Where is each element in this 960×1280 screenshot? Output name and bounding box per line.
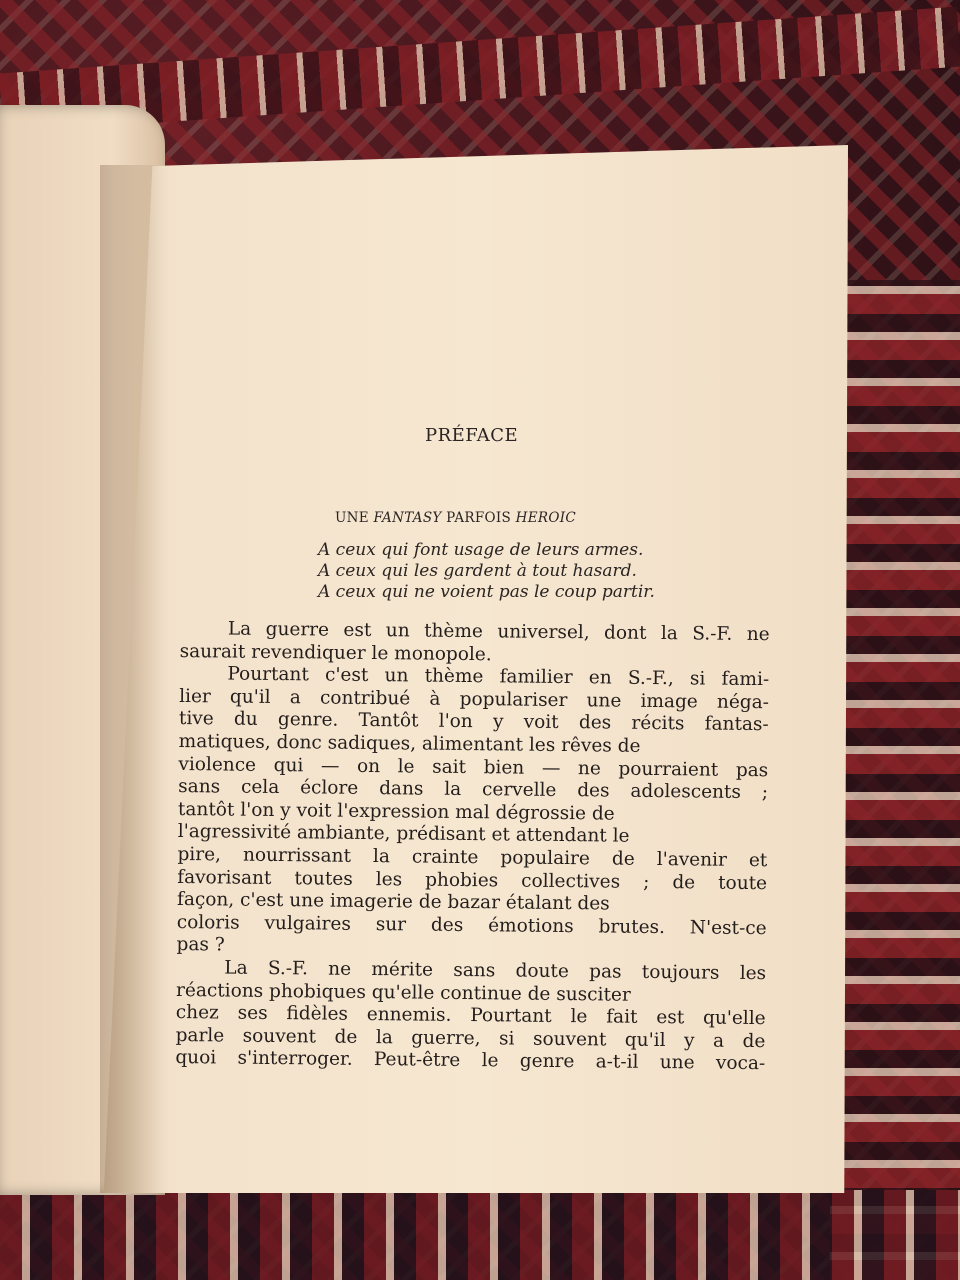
text-line: quoi s'interroger. Peut-être le genre a-t-il une voca-: [175, 1047, 766, 1075]
carpet-border-right: [830, 280, 960, 1280]
subtitle-mid: PARFOIS: [441, 510, 516, 526]
text-line: sans cela éclore dans la cervelle des adolescents ;: [178, 776, 769, 804]
text-line: réactions phobiques qu'elle continue de susciter: [175, 979, 631, 1006]
text-line: La S.-F. ne mérite sans doute pas toujours les: [224, 957, 767, 985]
text-line: pire, nourrissant la crainte populaire de l'avenir et: [177, 843, 768, 872]
text-line: lier qu'il a contribué à populariser une image néga-: [179, 685, 770, 713]
body-text: [175, 618, 780, 1076]
text-line: pas ?: [176, 934, 225, 956]
page-title: PRÉFACE: [425, 425, 519, 446]
book-gutter-shadow: [100, 165, 170, 1193]
text-line: violence qui — on le sait bien — ne pourraient pas: [178, 753, 769, 781]
text-line: l'agressivité ambiante, prédisant et attendant le: [177, 821, 630, 848]
text-line: saurait revendiquer le monopole.: [179, 640, 492, 665]
epigraph-line: A ceux qui les gardent à tout hasard.: [318, 561, 637, 581]
text-line: Pourtant c'est un thème familier en S.-F., si fami-: [227, 663, 770, 691]
epigraph: [318, 540, 798, 603]
text-line: parle souvent de la guerre, si souvent qu'il y a de: [175, 1024, 766, 1052]
text-line: La guerre est un thème universel, dont la S.-F. ne: [227, 618, 770, 646]
subtitle-pre: UNE: [335, 510, 374, 526]
text-line: coloris vulgaires sur des émotions brutes. N'est-ce: [176, 911, 767, 939]
subtitle-italic-fantasy: FANTASY: [373, 510, 442, 526]
text-line: matiques, donc sadiques, alimentant les rêves de: [178, 730, 641, 757]
text-line: tantôt l'on y voit l'expression mal dégrossie de: [177, 798, 615, 825]
epigraph-line: A ceux qui font usage de leurs armes.: [318, 540, 644, 560]
carpet-border-bottom: [0, 1190, 960, 1280]
text-line: chez ses fidèles ennemis. Pourtant le fait est qu'elle: [175, 1002, 766, 1030]
section-subtitle: [335, 510, 655, 526]
text-line: tive du genre. Tantôt l'on y voit des récits fantas-: [178, 708, 769, 736]
text-line: façon, c'est une imagerie de bazar étalant des: [176, 889, 610, 915]
text-line: favorisant toutes les phobies collectives ; de toute: [177, 866, 768, 894]
subtitle-italic-heroic: HEROIC: [515, 510, 576, 526]
epigraph-line: A ceux qui ne voient pas le coup partir.: [318, 582, 655, 602]
